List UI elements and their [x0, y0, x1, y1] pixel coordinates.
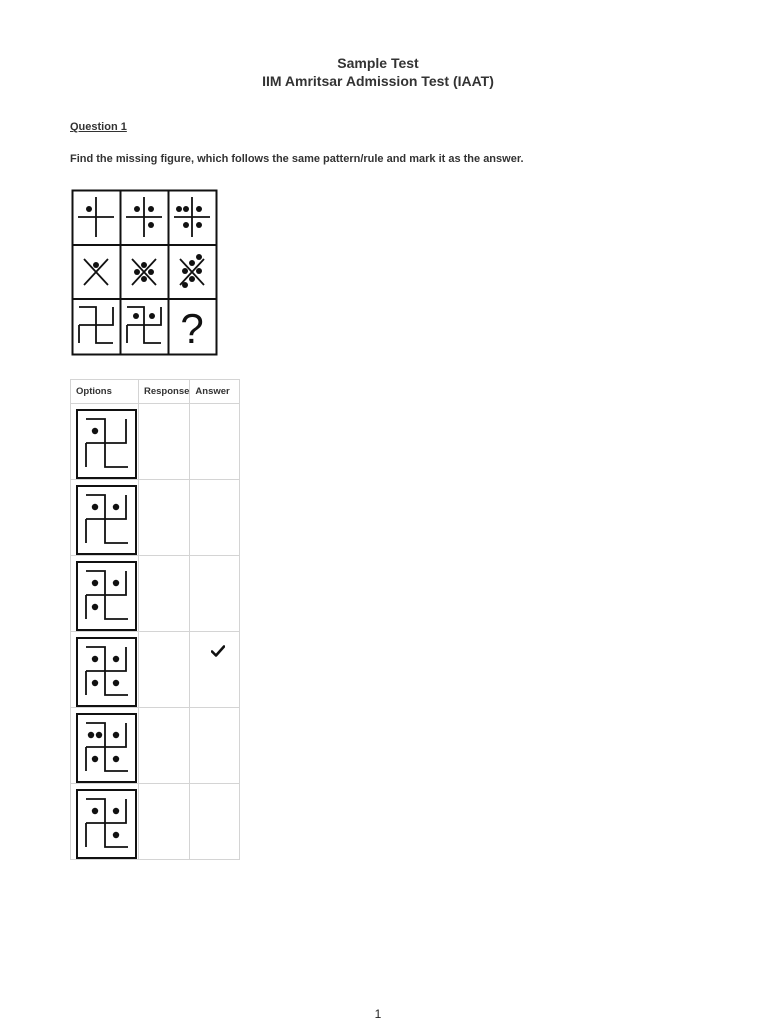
option-figure-cell[interactable] [71, 556, 139, 632]
puzzle-cell-r1c2 [126, 197, 162, 237]
option-figure-cell[interactable] [71, 632, 139, 708]
option-row-4 [71, 632, 240, 708]
option-figure-4[interactable] [76, 637, 137, 707]
answer-cell [190, 404, 240, 480]
answer-cell [190, 708, 240, 784]
options-table [70, 379, 240, 860]
options-header: Options [71, 380, 139, 404]
option-figure-3[interactable] [76, 561, 137, 631]
response-cell[interactable] [139, 784, 190, 860]
option-row-1 [71, 404, 240, 480]
puzzle-cell-r3c1 [79, 307, 113, 343]
question-text: Find the missing figure, which follows the same pattern/rule and mark it as the answer. [70, 153, 524, 165]
puzzle-cell-r2c1 [84, 259, 108, 285]
response-header: Response [139, 380, 190, 404]
document-title: Sample Test [337, 55, 419, 71]
answer-cell [190, 556, 240, 632]
option-row-6 [71, 784, 240, 860]
answer-header: Answer [190, 380, 240, 404]
puzzle-cell-r2c2 [132, 259, 156, 285]
puzzle-cell-r1c1 [78, 197, 114, 237]
puzzle-cell-r3c2 [127, 307, 161, 343]
response-cell[interactable] [139, 708, 190, 784]
response-cell[interactable] [139, 480, 190, 556]
puzzle-grid [71, 189, 219, 357]
answer-cell [190, 632, 240, 708]
option-figure-cell[interactable] [71, 784, 139, 860]
option-figure-6[interactable] [76, 789, 137, 859]
question-label: Question 1 [70, 121, 127, 133]
document-subtitle: IIM Amritsar Admission Test (IAAT) [262, 73, 494, 89]
option-row-3 [71, 556, 240, 632]
answer-cell [190, 480, 240, 556]
option-figure-5[interactable] [76, 713, 137, 783]
response-cell[interactable] [139, 404, 190, 480]
response-cell[interactable] [139, 556, 190, 632]
option-figure-cell[interactable] [71, 708, 139, 784]
page-number: 1 [374, 1007, 382, 1021]
response-cell[interactable] [139, 632, 190, 708]
option-figure-2[interactable] [76, 485, 137, 555]
answer-cell [190, 784, 240, 860]
document-title-block [0, 54, 756, 90]
checkmark-icon [211, 645, 225, 657]
option-row-5 [71, 708, 240, 784]
option-figure-cell[interactable] [71, 480, 139, 556]
puzzle-cell-r2c3 [180, 254, 204, 288]
options-table-header [71, 380, 240, 404]
option-row-2 [71, 480, 240, 556]
option-figure-cell[interactable] [71, 404, 139, 480]
option-figure-1[interactable] [76, 409, 137, 479]
missing-figure-symbol: ? [180, 305, 204, 352]
puzzle-cell-r1c3 [174, 197, 210, 237]
